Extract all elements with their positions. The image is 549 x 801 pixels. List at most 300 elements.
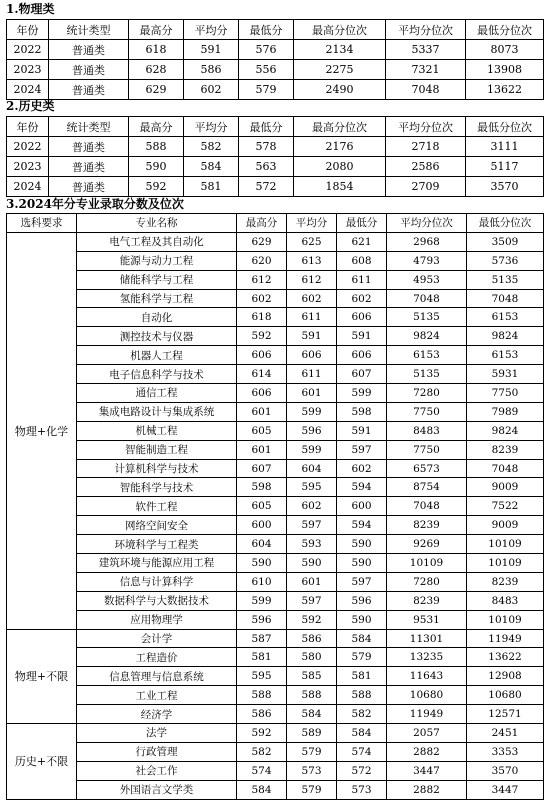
table-cell: 611 [337, 270, 387, 289]
major-name-cell: 电气工程及其自动化 [77, 232, 237, 251]
table-row [7, 157, 544, 177]
header-cell: 专业名称 [77, 214, 237, 233]
major-name-cell: 应用物理学 [77, 610, 237, 629]
table-cell: 597 [287, 516, 337, 535]
table-row [7, 629, 544, 648]
table-cell: 621 [337, 232, 387, 251]
header-cell: 最高分位次 [294, 20, 386, 40]
table-cell: 2024 [7, 177, 49, 197]
table-cell: 574 [337, 742, 387, 761]
table-cell: 604 [287, 459, 337, 478]
subject-requirement-cell: 历史+不限 [7, 724, 77, 800]
table-header-row [7, 20, 544, 40]
table-cell: 2057 [387, 724, 467, 743]
table-cell: 590 [287, 554, 337, 573]
major-name-cell: 氢能科学与工程 [77, 289, 237, 308]
table-cell: 2023 [7, 60, 49, 80]
table-cell: 588 [337, 686, 387, 705]
table-cell: 606 [337, 346, 387, 365]
header-cell: 最高分 [237, 214, 287, 233]
table-row [7, 667, 544, 686]
table-cell: 8239 [387, 591, 467, 610]
table-row [7, 60, 544, 80]
table-cell: 573 [337, 780, 387, 799]
table-cell: 579 [337, 648, 387, 667]
table-cell: 612 [287, 270, 337, 289]
major-scores-table [6, 213, 544, 800]
table-cell: 11643 [387, 667, 467, 686]
table-row [7, 402, 544, 421]
table-row [7, 421, 544, 440]
table-cell: 3509 [467, 232, 544, 251]
table-cell: 7048 [467, 459, 544, 478]
table-cell: 600 [337, 497, 387, 516]
table-row [7, 232, 544, 251]
major-name-cell: 数据科学与大数据技术 [77, 591, 237, 610]
table-cell: 601 [287, 384, 337, 403]
table-cell: 594 [337, 478, 387, 497]
header-cell: 统计类型 [49, 20, 129, 40]
table-cell: 2022 [7, 40, 49, 60]
table-cell: 2882 [387, 780, 467, 799]
table-cell: 5117 [466, 157, 544, 177]
table-cell: 588 [129, 137, 184, 157]
table-cell: 3570 [467, 761, 544, 780]
table-cell: 584 [184, 157, 239, 177]
table-cell: 7280 [387, 572, 467, 591]
table-cell: 8483 [467, 591, 544, 610]
table-cell: 7750 [387, 402, 467, 421]
table-cell: 589 [287, 724, 337, 743]
table-cell: 10680 [467, 686, 544, 705]
table-cell: 10109 [467, 554, 544, 573]
table-cell: 596 [337, 591, 387, 610]
major-name-cell: 机器人工程 [77, 346, 237, 365]
table-cell: 620 [237, 251, 287, 270]
table-row [7, 705, 544, 724]
table-cell: 574 [237, 761, 287, 780]
table-row [7, 591, 544, 610]
table-cell: 590 [337, 610, 387, 629]
table-cell: 7048 [467, 289, 544, 308]
table-cell: 590 [129, 157, 184, 177]
table-cell: 572 [239, 177, 294, 197]
table-row [7, 516, 544, 535]
table-cell: 584 [337, 629, 387, 648]
table-cell: 12571 [467, 705, 544, 724]
table-cell: 598 [237, 478, 287, 497]
table-cell: 2718 [386, 137, 466, 157]
table-cell: 588 [237, 686, 287, 705]
table-cell: 3447 [387, 761, 467, 780]
table-cell: 10680 [387, 686, 467, 705]
table-cell: 9269 [387, 535, 467, 554]
table-cell: 598 [337, 402, 387, 421]
table-cell: 11949 [387, 705, 467, 724]
table-header-row [7, 214, 544, 233]
table-cell: 7989 [467, 402, 544, 421]
table-body [7, 40, 544, 100]
table-row [7, 761, 544, 780]
table-cell: 601 [237, 402, 287, 421]
major-name-cell: 社会工作 [77, 761, 237, 780]
table-cell: 2882 [387, 742, 467, 761]
table-cell: 2024 [7, 80, 49, 100]
table-cell: 580 [287, 648, 337, 667]
major-name-cell: 机械工程 [77, 421, 237, 440]
table-cell: 628 [129, 60, 184, 80]
table-cell: 8239 [387, 516, 467, 535]
header-cell: 最高分 [129, 117, 184, 137]
table-cell: 618 [237, 308, 287, 327]
table-cell: 5135 [387, 308, 467, 327]
major-name-cell: 法学 [77, 724, 237, 743]
table-row [7, 742, 544, 761]
section2-title: 2.历史类 [6, 99, 55, 113]
table-cell: 590 [337, 535, 387, 554]
table-row [7, 365, 544, 384]
physics-summary-table [6, 19, 544, 100]
table-cell: 8239 [467, 572, 544, 591]
table-cell: 11301 [387, 629, 467, 648]
table-cell: 13908 [466, 60, 544, 80]
table-cell: 3353 [467, 742, 544, 761]
table-cell: 9009 [467, 478, 544, 497]
table-cell: 613 [287, 251, 337, 270]
table-cell: 629 [129, 80, 184, 100]
table-cell: 597 [337, 440, 387, 459]
table-cell: 605 [237, 421, 287, 440]
major-name-cell: 计算机科学与技术 [77, 459, 237, 478]
table-cell: 1854 [294, 177, 386, 197]
table-cell: 586 [184, 60, 239, 80]
table-cell: 普通类 [49, 177, 129, 197]
header-cell: 最低分位次 [467, 214, 544, 233]
table-cell: 592 [237, 327, 287, 346]
table-cell: 601 [287, 572, 337, 591]
table-cell: 9531 [387, 610, 467, 629]
table-cell: 582 [237, 742, 287, 761]
table-cell: 13622 [466, 80, 544, 100]
table-cell: 普通类 [49, 40, 129, 60]
table-cell: 6153 [467, 346, 544, 365]
table-cell: 602 [337, 289, 387, 308]
major-name-cell: 外国语言文学类 [77, 780, 237, 799]
table-cell: 592 [237, 724, 287, 743]
table-cell: 9824 [387, 327, 467, 346]
header-cell: 平均分 [184, 117, 239, 137]
table-cell: 6573 [387, 459, 467, 478]
section3-title: 3.2024年分专业录取分数及位次 [6, 197, 184, 211]
table-cell: 585 [287, 667, 337, 686]
table-row [7, 572, 544, 591]
table-cell: 9824 [467, 421, 544, 440]
table-row [7, 497, 544, 516]
table-cell: 2451 [467, 724, 544, 743]
table-cell: 599 [237, 591, 287, 610]
table-row [7, 478, 544, 497]
table-cell: 12908 [467, 667, 544, 686]
table-cell: 2023 [7, 157, 49, 177]
table-cell: 602 [287, 289, 337, 308]
table-cell: 602 [237, 289, 287, 308]
table-cell: 606 [287, 346, 337, 365]
major-name-cell: 测控技术与仪器 [77, 327, 237, 346]
major-name-cell: 工业工程 [77, 686, 237, 705]
table-cell: 604 [237, 535, 287, 554]
table-cell: 2586 [386, 157, 466, 177]
table-cell: 582 [184, 137, 239, 157]
header-cell: 最高分 [129, 20, 184, 40]
header-cell: 最低分 [239, 117, 294, 137]
major-name-cell: 通信工程 [77, 384, 237, 403]
table-cell: 608 [337, 251, 387, 270]
table-cell: 602 [337, 459, 387, 478]
table-cell: 572 [337, 761, 387, 780]
table-row [7, 535, 544, 554]
table-cell: 610 [237, 572, 287, 591]
table-row [7, 308, 544, 327]
major-name-cell: 网络空间安全 [77, 516, 237, 535]
table-row [7, 554, 544, 573]
table-cell: 2709 [386, 177, 466, 197]
table-cell: 7750 [467, 384, 544, 403]
major-name-cell: 集成电路设计与集成系统 [77, 402, 237, 421]
table-cell: 6153 [387, 346, 467, 365]
table-cell: 606 [237, 346, 287, 365]
table-cell: 10109 [387, 554, 467, 573]
table-cell: 606 [237, 384, 287, 403]
major-name-cell: 能源与动力工程 [77, 251, 237, 270]
table-cell: 629 [237, 232, 287, 251]
table-cell: 591 [184, 40, 239, 60]
table-cell: 592 [129, 177, 184, 197]
table-cell: 606 [337, 308, 387, 327]
table-cell: 2022 [7, 137, 49, 157]
table-cell: 13622 [467, 648, 544, 667]
table-cell: 584 [337, 724, 387, 743]
table-cell: 594 [337, 516, 387, 535]
table-cell: 6153 [467, 308, 544, 327]
history-summary-table [6, 116, 544, 197]
table-cell: 7280 [387, 384, 467, 403]
subject-requirement-cell: 物理+不限 [7, 629, 77, 723]
header-cell: 平均分 [184, 20, 239, 40]
table-cell: 普通类 [49, 60, 129, 80]
table-cell: 10109 [467, 610, 544, 629]
table-cell: 普通类 [49, 157, 129, 177]
major-name-cell: 智能科学与技术 [77, 478, 237, 497]
table-cell: 595 [287, 478, 337, 497]
table-cell: 593 [287, 535, 337, 554]
table-cell: 592 [287, 610, 337, 629]
major-name-cell: 建筑环境与能源应用工程 [77, 554, 237, 573]
table-cell: 579 [287, 780, 337, 799]
table-row [7, 459, 544, 478]
table-cell: 7048 [387, 289, 467, 308]
table-cell: 13235 [387, 648, 467, 667]
table-row [7, 384, 544, 403]
table-row [7, 724, 544, 743]
table-cell: 595 [237, 667, 287, 686]
table-cell: 8073 [466, 40, 544, 60]
table-cell: 9009 [467, 516, 544, 535]
table-cell: 601 [237, 440, 287, 459]
major-name-cell: 软件工程 [77, 497, 237, 516]
header-cell: 最低分位次 [466, 20, 544, 40]
table-row [7, 346, 544, 365]
table-cell: 607 [237, 459, 287, 478]
table-cell: 8754 [387, 478, 467, 497]
table-cell: 611 [287, 308, 337, 327]
table-row [7, 327, 544, 346]
table-cell: 618 [129, 40, 184, 60]
table-row [7, 40, 544, 60]
header-cell: 最低分 [337, 214, 387, 233]
table-cell: 579 [287, 742, 337, 761]
table-cell: 2490 [294, 80, 386, 100]
major-name-cell: 自动化 [77, 308, 237, 327]
table-cell: 605 [237, 497, 287, 516]
table-cell: 599 [287, 402, 337, 421]
table-row [7, 251, 544, 270]
header-cell: 年份 [7, 117, 49, 137]
table-cell: 7750 [387, 440, 467, 459]
header-cell: 年份 [7, 20, 49, 40]
table-cell: 579 [239, 80, 294, 100]
table-cell: 591 [337, 327, 387, 346]
header-cell: 统计类型 [49, 117, 129, 137]
table-cell: 607 [337, 365, 387, 384]
table-cell: 11949 [467, 629, 544, 648]
major-name-cell: 信息管理与信息系统 [77, 667, 237, 686]
table-cell: 2275 [294, 60, 386, 80]
table-cell: 556 [239, 60, 294, 80]
table-cell: 591 [287, 327, 337, 346]
table-cell: 573 [287, 761, 337, 780]
table-cell: 591 [337, 421, 387, 440]
major-name-cell: 电子信息科学与技术 [77, 365, 237, 384]
table-cell: 7522 [467, 497, 544, 516]
table-cell: 5135 [387, 365, 467, 384]
table-cell: 586 [287, 629, 337, 648]
table-cell: 563 [239, 157, 294, 177]
table-cell: 597 [287, 591, 337, 610]
table-cell: 611 [287, 365, 337, 384]
table-header-row [7, 117, 544, 137]
table-cell: 582 [337, 705, 387, 724]
table-cell: 602 [287, 497, 337, 516]
table-cell: 7048 [387, 497, 467, 516]
header-cell: 最低分 [239, 20, 294, 40]
table-cell: 584 [237, 780, 287, 799]
table-cell: 600 [237, 516, 287, 535]
table-cell: 581 [184, 177, 239, 197]
table-cell: 5337 [386, 40, 466, 60]
table-cell: 4793 [387, 251, 467, 270]
table-cell: 2134 [294, 40, 386, 60]
table-row [7, 610, 544, 629]
table-cell: 10109 [467, 535, 544, 554]
header-cell: 平均分 [287, 214, 337, 233]
table-body [7, 137, 544, 197]
table-cell: 7048 [386, 80, 466, 100]
table-cell: 581 [337, 667, 387, 686]
table-cell: 625 [287, 232, 337, 251]
table-cell: 2968 [387, 232, 467, 251]
table-row [7, 686, 544, 705]
table-row [7, 648, 544, 667]
section1-title: 1.物理类 [6, 2, 55, 16]
table-cell: 5931 [467, 365, 544, 384]
major-name-cell: 信息与计算科学 [77, 572, 237, 591]
table-cell: 4953 [387, 270, 467, 289]
table-cell: 普通类 [49, 137, 129, 157]
table-cell: 578 [239, 137, 294, 157]
major-name-cell: 智能制造工程 [77, 440, 237, 459]
major-name-cell: 工程造价 [77, 648, 237, 667]
table-cell: 599 [287, 440, 337, 459]
major-name-cell: 环境科学与工程类 [77, 535, 237, 554]
header-cell: 选科要求 [7, 214, 77, 233]
major-name-cell: 行政管理 [77, 742, 237, 761]
table-cell: 614 [237, 365, 287, 384]
table-cell: 596 [287, 421, 337, 440]
table-cell: 584 [287, 705, 337, 724]
header-cell: 平均分位次 [386, 117, 466, 137]
table-cell: 9824 [467, 327, 544, 346]
table-row [7, 780, 544, 799]
table-cell: 576 [239, 40, 294, 60]
major-name-cell: 会计学 [77, 629, 237, 648]
table-cell: 602 [184, 80, 239, 100]
table-body [7, 232, 544, 799]
table-cell: 3447 [467, 780, 544, 799]
table-cell: 8483 [387, 421, 467, 440]
table-cell: 5135 [467, 270, 544, 289]
table-row [7, 137, 544, 157]
table-cell: 590 [337, 554, 387, 573]
table-cell: 587 [237, 629, 287, 648]
table-cell: 590 [237, 554, 287, 573]
table-cell: 2176 [294, 137, 386, 157]
table-cell: 586 [237, 705, 287, 724]
table-cell: 3111 [466, 137, 544, 157]
table-row [7, 440, 544, 459]
table-cell: 5736 [467, 251, 544, 270]
table-cell: 8239 [467, 440, 544, 459]
table-cell: 2080 [294, 157, 386, 177]
header-cell: 平均分位次 [387, 214, 467, 233]
table-row [7, 289, 544, 308]
table-cell: 普通类 [49, 80, 129, 100]
table-cell: 7321 [386, 60, 466, 80]
header-cell: 最低分位次 [466, 117, 544, 137]
table-row [7, 80, 544, 100]
table-cell: 588 [287, 686, 337, 705]
table-cell: 581 [237, 648, 287, 667]
table-cell: 597 [337, 572, 387, 591]
table-row [7, 270, 544, 289]
table-cell: 599 [337, 384, 387, 403]
major-name-cell: 经济学 [77, 705, 237, 724]
major-name-cell: 储能科学与工程 [77, 270, 237, 289]
table-cell: 3570 [466, 177, 544, 197]
subject-requirement-cell: 物理+化学 [7, 232, 77, 629]
table-row [7, 177, 544, 197]
header-cell: 平均分位次 [386, 20, 466, 40]
table-cell: 596 [237, 610, 287, 629]
